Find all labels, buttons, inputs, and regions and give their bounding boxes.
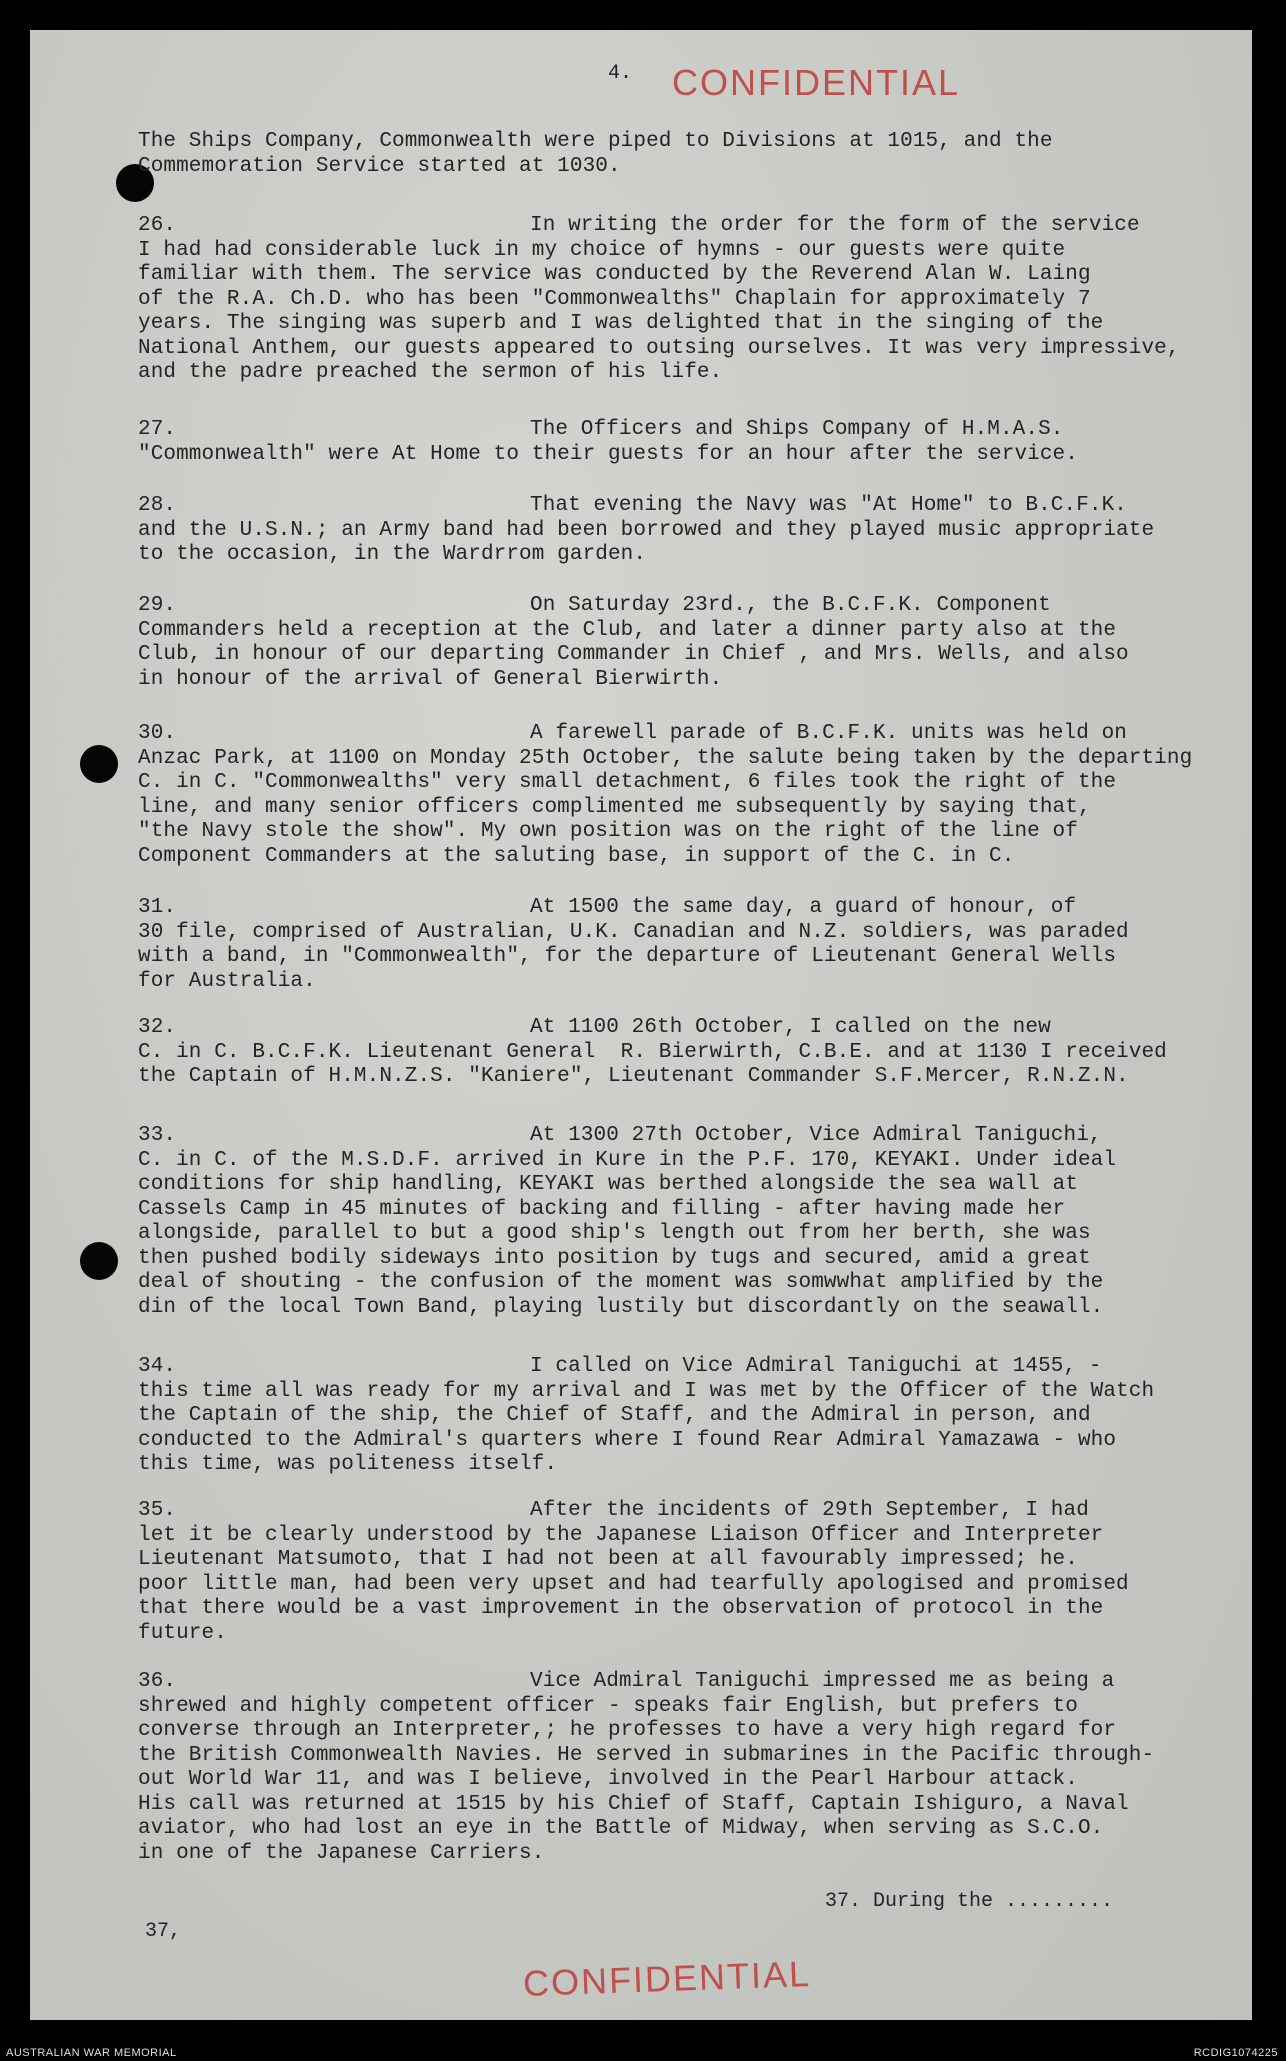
paragraph (138, 590, 1218, 692)
paragraph (138, 1120, 1218, 1320)
paragraph-line (138, 921, 1218, 946)
paragraph-number: 28. (138, 494, 177, 517)
punch-hole (80, 1242, 118, 1280)
paragraph-line (138, 1247, 1218, 1272)
paragraph-line (138, 418, 1218, 443)
paragraph-line (138, 1355, 1218, 1380)
line-text: line, and many senior officers complimented me subsequently by saying that, (138, 795, 1091, 819)
paragraph-number: 30. (138, 722, 177, 745)
paragraph-line (138, 443, 1218, 468)
line-text: this time all was ready for my arrival and I was met by the Officer of the Watch (138, 1379, 1155, 1403)
line-text: that there would be a vast improvement in the observation of protocol in the (138, 1597, 1104, 1620)
line-text: The Officers and Ships Company of H.M.A.S. (530, 418, 1064, 441)
paragraph-line (138, 1768, 1218, 1793)
paragraph (138, 490, 1218, 568)
paragraph-line (138, 543, 1218, 568)
line-text: poor little man, had been very upset and had tearfully apologised and promised (138, 1572, 1129, 1596)
paragraph-line (138, 1695, 1218, 1720)
line-text: Anzac Park, at 1100 on Monday 25th October, the salute being taken by the departing (138, 746, 1193, 770)
line-text: C. in C. of the M.S.D.F. arrived in Kure in the P.F. 170, KEYAKI. Under ideal (138, 1148, 1117, 1172)
paragraph-line (138, 1670, 1218, 1695)
paragraph-line (138, 643, 1218, 668)
page-number: 4. (608, 62, 633, 85)
next-paragraph-number: 37, (145, 1920, 182, 1943)
paragraph-line (138, 155, 1218, 180)
paragraph-line (138, 361, 1218, 386)
paragraph-line (138, 1524, 1218, 1549)
line-text: alongside, parallel to but a good ship's length out from her berth, she was (138, 1222, 1091, 1245)
paragraph (138, 892, 1218, 994)
paragraph-line (138, 796, 1218, 821)
paragraph (138, 414, 1218, 467)
line-text: conducted to the Admiral's quarters where I found Rear Admiral Yamazawa - who (138, 1428, 1117, 1452)
line-text: and the padre preached the sermon of his life. (138, 361, 723, 384)
paragraph (138, 1495, 1218, 1646)
paragraph-line (138, 1573, 1218, 1598)
paragraph (138, 1666, 1218, 1866)
paragraph-line (138, 668, 1218, 693)
line-text: and the U.S.N.; an Army band had been borrowed and they played music appropriate (138, 518, 1155, 542)
line-text: to the occasion, in the Wardrrom garden. (138, 543, 647, 566)
line-text: conditions for ship handling, KEYAKI was berthed alongside the sea wall at (138, 1173, 1078, 1196)
line-text: At 1500 the same day, a guard of honour, of (530, 896, 1077, 919)
line-text: then pushed bodily sideways into position by tugs and secured, amid a great (138, 1246, 1091, 1270)
paragraph (138, 210, 1218, 386)
paragraph-line (138, 263, 1218, 288)
paragraph-line (138, 1842, 1218, 1867)
punch-hole (80, 745, 118, 783)
line-text: At 1100 26th October, I called on the new (530, 1016, 1051, 1039)
paragraph-line (138, 494, 1218, 519)
paragraph-number: 29. (138, 594, 177, 617)
continuation-note: 37. During the ......... (825, 1890, 1114, 1913)
line-text: in honour of the arrival of General Bierwirth. (138, 667, 723, 691)
line-text: deal of shouting - the confusion of the moment was somwwhat amplified by the (138, 1271, 1104, 1294)
paragraph-number: 31. (138, 896, 177, 919)
line-text: 30 file, comprised of Australian, U.K. Canadian and N.Z. soldiers, was paraded (138, 920, 1129, 944)
paragraph-number: 33. (138, 1124, 177, 1147)
paragraph-line (138, 970, 1218, 995)
paragraph (138, 1012, 1218, 1090)
paragraph-line (138, 1548, 1218, 1573)
paragraph-number: 27. (138, 418, 177, 441)
paragraph-line (138, 519, 1218, 544)
paragraph-line (138, 312, 1218, 337)
paragraph-line (138, 1271, 1218, 1296)
paragraph-line (138, 747, 1218, 772)
line-text: out World War 11, and was I believe, involved in the Pearl Harbour attack. (138, 1768, 1078, 1791)
paragraph-number: 32. (138, 1016, 177, 1039)
paragraph-line (138, 945, 1218, 970)
line-text: in one of the Japanese Carriers. (138, 1841, 545, 1865)
paragraph-number: 35. (138, 1499, 177, 1522)
paragraph-line (138, 1149, 1218, 1174)
paragraph-line (138, 1453, 1218, 1478)
paragraph-line (138, 1016, 1218, 1041)
paragraph (138, 718, 1218, 869)
paragraph-line (138, 845, 1218, 870)
line-text: of the R.A. Ch.D. who has been "Commonwealths" Chaplain for approximately 7 (138, 287, 1091, 311)
paragraph-line (138, 1296, 1218, 1321)
line-text: shrewed and highly competent officer - speaks fair English, but prefers to (138, 1694, 1078, 1718)
paragraph-line (138, 1380, 1218, 1405)
paragraph-line (138, 771, 1218, 796)
line-text: In writing the order for the form of the service (530, 214, 1140, 237)
paragraph-line (138, 1429, 1218, 1454)
line-text: Commanders held a reception at the Club, and later a dinner party also at the (138, 618, 1117, 642)
line-text: let it be clearly understood by the Japanese Liaison Officer and Interpreter (138, 1523, 1104, 1547)
line-text: years. The singing was superb and I was delighted that in the singing of the (138, 312, 1104, 335)
paragraph-line (138, 896, 1218, 921)
line-text: The Ships Company, Commonwealth were piped to Divisions at 1015, and the (138, 130, 1053, 153)
paragraph-line (138, 1222, 1218, 1247)
paragraph (138, 130, 1218, 179)
paragraph-line (138, 1719, 1218, 1744)
paragraph-line (138, 1404, 1218, 1429)
archive-label: AUSTRALIAN WAR MEMORIAL (6, 2047, 177, 2059)
paragraph-line (138, 722, 1218, 747)
paragraph-line (138, 1793, 1218, 1818)
line-text: Vice Admiral Taniguchi impressed me as being a (530, 1670, 1115, 1693)
paragraph-line (138, 130, 1218, 155)
line-text: for Australia. (138, 969, 316, 993)
line-text: His call was returned at 1515 by his Chief of Staff, Captain Ishiguro, a Naval (138, 1792, 1129, 1816)
reference-code: RCDIG1074225 (1193, 2047, 1278, 2059)
paragraph-number: 26. (138, 214, 177, 237)
line-text: I called on Vice Admiral Taniguchi at 1455, - (530, 1355, 1102, 1378)
paragraph-line (138, 1198, 1218, 1223)
line-text: aviator, who had lost an eye in the Battle of Midway, when serving as S.C.O. (138, 1817, 1104, 1840)
line-text: On Saturday 23rd., the B.C.F.K. Component (530, 594, 1051, 617)
paragraph-line (138, 1744, 1218, 1769)
line-text: the Captain of the ship, the Chief of Staff, and the Admiral in person, and (138, 1404, 1091, 1427)
line-text: "Commonwealth" were At Home to their guests for an hour after the service. (138, 442, 1078, 466)
paragraph-line (138, 1173, 1218, 1198)
paragraph-line (138, 1499, 1218, 1524)
line-text: At 1300 27th October, Vice Admiral Taniguchi, (530, 1124, 1102, 1147)
confidential-stamp-top: CONFIDENTIAL (672, 62, 961, 103)
line-text: the British Commonwealth Navies. He served in submarines in the Pacific through- (138, 1743, 1155, 1767)
paragraph-number: 34. (138, 1355, 177, 1378)
line-text: the Captain of H.M.N.Z.S. "Kaniere", Lieutenant Commander S.F.Mercer, R.N.Z.N. (138, 1065, 1129, 1088)
paragraph (138, 1351, 1218, 1478)
paragraph-line (138, 820, 1218, 845)
paragraph-line (138, 288, 1218, 313)
line-text: After the incidents of 29th September, I had (530, 1499, 1089, 1522)
confidential-stamp-bottom: CONFIDENTIAL (522, 1952, 812, 2005)
line-text: this time, was politeness itself. (138, 1453, 558, 1476)
paragraph-line (138, 239, 1218, 264)
line-text: C. in C. "Commonwealths" very small detachment, 6 files took the right of the (138, 771, 1117, 794)
line-text: National Anthem, our guests appeared to outsing ourselves. It was very impressive, (138, 336, 1180, 360)
line-text: C. in C. B.C.F.K. Lieutenant General R. Bierwirth, C.B.E. and at 1130 I received (138, 1040, 1167, 1064)
paragraph-line (138, 214, 1218, 239)
paragraph-line (138, 594, 1218, 619)
line-text: converse through an Interpreter,; he professes to have a very high regard for (138, 1719, 1117, 1742)
line-text: familiar with them. The service was conducted by the Reverend Alan W. Laing (138, 263, 1091, 286)
paragraph-line (138, 1597, 1218, 1622)
paragraph-line (138, 337, 1218, 362)
line-text: with a band, in "Commonwealth", for the departure of Lieutenant General Wells (138, 945, 1117, 968)
line-text: Commemoration Service started at 1030. (138, 154, 621, 178)
paragraph-line (138, 1124, 1218, 1149)
line-text: Club, in honour of our departing Commander in Chief , and Mrs. Wells, and also (138, 643, 1129, 666)
line-text: That evening the Navy was "At Home" to B.C.F.K. (530, 494, 1127, 517)
paragraph-line (138, 1041, 1218, 1066)
line-text: "the Navy stole the show". My own position was on the right of the line of (138, 820, 1078, 843)
line-text: A farewell parade of B.C.F.K. units was held on (530, 722, 1127, 745)
line-text: future. (138, 1621, 227, 1645)
paragraph-line (138, 1817, 1218, 1842)
line-text: Lieutenant Matsumoto, that I had not been at all favourably impressed; he. (138, 1548, 1078, 1571)
line-text: din of the local Town Band, playing lustily but discordantly on the seawall. (138, 1295, 1104, 1319)
paragraph-line (138, 1065, 1218, 1090)
paragraph-line (138, 619, 1218, 644)
paragraph-number: 36. (138, 1670, 177, 1693)
paragraph-line (138, 1622, 1218, 1647)
line-text: Component Commanders at the saluting base, in support of the C. in C. (138, 844, 1015, 868)
line-text: Cassels Camp in 45 minutes of backing and filling - after having made her (138, 1197, 1066, 1221)
line-text: I had had considerable luck in my choice of hymns - our guests were quite (138, 238, 1066, 262)
